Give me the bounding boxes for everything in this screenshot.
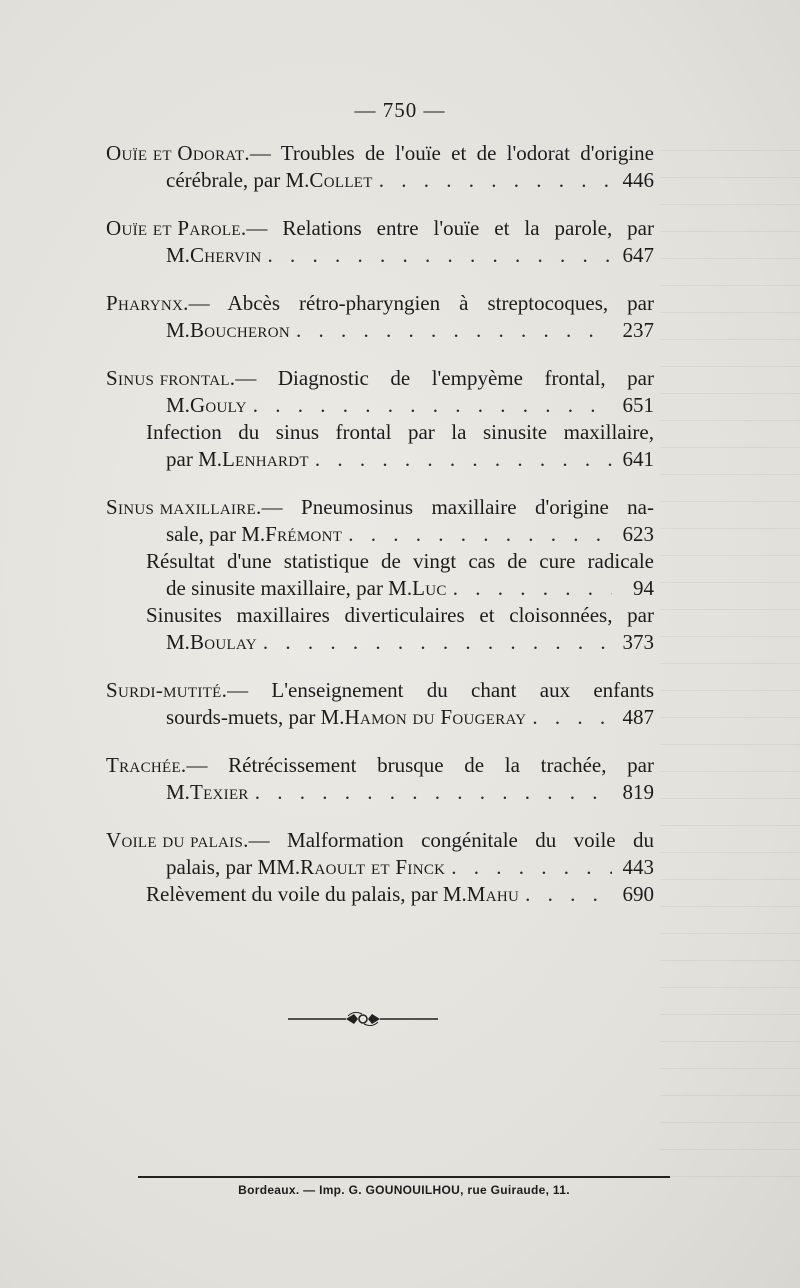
entry-continuation-line	[106, 704, 654, 731]
entry-heading: Ouïe et Odorat.	[106, 141, 250, 165]
author-name: Chervin	[189, 243, 262, 267]
author-name: Mahu	[466, 882, 520, 906]
entry-text: Résultat d'une statistique de vingt cas de cure radicale	[146, 549, 654, 573]
entry-heading: Surdi-mutité.	[106, 678, 228, 702]
entry-continuation-line	[106, 779, 654, 806]
author-name: Collet	[309, 168, 373, 192]
entry-text: — Malformation congénitale du voile du	[248, 828, 654, 852]
index-entry	[106, 494, 654, 656]
entry-text: M.	[166, 318, 190, 342]
dot-leader	[348, 521, 612, 548]
subject-index	[106, 140, 654, 929]
entry-text: — Pneumosinus maxillaire d'origine na-	[261, 495, 654, 519]
entry-continuation-line	[106, 854, 654, 881]
entry-continuation-line	[106, 167, 654, 194]
dot-leader	[453, 575, 612, 602]
footer-rule	[138, 1176, 670, 1178]
page-reference: 446	[622, 168, 654, 192]
page-reference: 443	[622, 855, 654, 879]
page-reference: 94	[633, 576, 654, 600]
entry-first-line	[106, 494, 654, 521]
page-number: — 750 —	[354, 98, 446, 122]
entry-text: — Relations entre l'ouïe et la parole, par	[246, 216, 654, 240]
entry-text: sale, par M.	[166, 522, 266, 546]
entry-text: — Diagnostic de l'empyème frontal, par	[235, 366, 654, 390]
dot-leader	[379, 167, 612, 194]
entry-text: Infection du sinus frontal par la sinusite maxillaire,	[146, 420, 654, 444]
entry-heading: Sinus frontal.	[106, 366, 236, 390]
ornament-divider	[288, 1008, 438, 1030]
dot-leader	[263, 629, 612, 656]
index-entry	[106, 290, 654, 344]
entry-first-line	[106, 140, 654, 167]
entry-text: — L'enseignement du chant aux enfants	[227, 678, 654, 702]
author-name: Hamon du Fougeray	[344, 705, 527, 729]
index-entry	[106, 365, 654, 473]
entry-first-line	[106, 290, 654, 317]
author-name: Gouly	[189, 393, 247, 417]
entry-first-line	[106, 827, 654, 854]
entry-text: M.	[166, 243, 190, 267]
author-name: Frémont	[265, 522, 343, 546]
index-entry	[106, 140, 654, 194]
entry-first-line	[106, 215, 654, 242]
dot-leader	[296, 317, 612, 344]
page-reference: 819	[622, 780, 654, 804]
entry-text: de sinusite maxillaire, par M.	[166, 576, 413, 600]
index-entry	[106, 677, 654, 731]
page-reference: 623	[622, 522, 654, 546]
author-name: Boucheron	[189, 318, 290, 342]
sub-entry-line	[106, 419, 654, 446]
page-reference: 373	[622, 630, 654, 654]
index-entry	[106, 827, 654, 908]
entry-heading: Voile du palais.	[106, 828, 249, 852]
entry-continuation-line	[106, 317, 654, 344]
entry-continuation-line	[106, 446, 654, 473]
page-reference: 690	[622, 882, 654, 906]
entry-text: Relèvement du voile du palais, par M.	[146, 882, 467, 906]
entry-continuation-line	[106, 629, 654, 656]
entry-continuation-line	[106, 521, 654, 548]
dot-leader	[315, 446, 612, 473]
sub-entry-line	[106, 881, 654, 908]
dot-leader	[253, 392, 612, 419]
entry-heading: Pharynx.	[106, 291, 189, 315]
entry-text: palais, par MM.	[166, 855, 301, 879]
entry-text: M.	[166, 393, 190, 417]
dot-leader	[525, 881, 612, 908]
entry-text: sourds-muets, par M.	[166, 705, 345, 729]
entry-first-line	[106, 752, 654, 779]
dot-leader	[451, 854, 612, 881]
dot-leader	[532, 704, 612, 731]
page-reference: 237	[622, 318, 654, 342]
dot-leader	[255, 779, 612, 806]
sub-entry-line	[106, 602, 654, 629]
page-reference: 647	[622, 243, 654, 267]
author-name: Lenhardt	[222, 447, 309, 471]
entry-heading: Ouïe et Parole.	[106, 216, 247, 240]
entry-text: cérébrale, par M.	[166, 168, 310, 192]
entry-text: Sinusites maxillaires diverticulaires et cloisonnées, par	[146, 603, 654, 627]
index-entry	[106, 215, 654, 269]
printer-imprint: Bordeaux. — Imp. G. GOUNOUILHOU, rue Guiraude, 11.	[238, 1183, 570, 1197]
page-reference: 641	[622, 447, 654, 471]
author-name: Luc	[412, 576, 447, 600]
author-name: Boulay	[189, 630, 257, 654]
entry-heading: Sinus maxillaire.	[106, 495, 262, 519]
entry-first-line	[106, 365, 654, 392]
entry-continuation-line	[106, 392, 654, 419]
dot-leader	[268, 242, 612, 269]
page-reference: 487	[622, 705, 654, 729]
entry-continuation-line	[106, 575, 654, 602]
entry-first-line	[106, 677, 654, 704]
entry-text: — Troubles de l'ouïe et de l'odorat d'origine	[249, 141, 654, 165]
author-name: Texier	[189, 780, 249, 804]
entry-text: — Abcès rétro-pharyngien à streptocoques, par	[188, 291, 654, 315]
entry-text: M.	[166, 630, 190, 654]
entry-text: par M.	[166, 447, 222, 471]
show-through-texture	[660, 150, 800, 1190]
entry-text: — Rétrécissement brusque de la trachée, par	[186, 753, 654, 777]
entry-text: M.	[166, 780, 190, 804]
index-entry	[106, 752, 654, 806]
page-reference: 651	[622, 393, 654, 417]
sub-entry-line	[106, 548, 654, 575]
entry-heading: Trachée.	[106, 753, 187, 777]
author-name: Raoult et Finck	[300, 855, 446, 879]
entry-continuation-line	[106, 242, 654, 269]
